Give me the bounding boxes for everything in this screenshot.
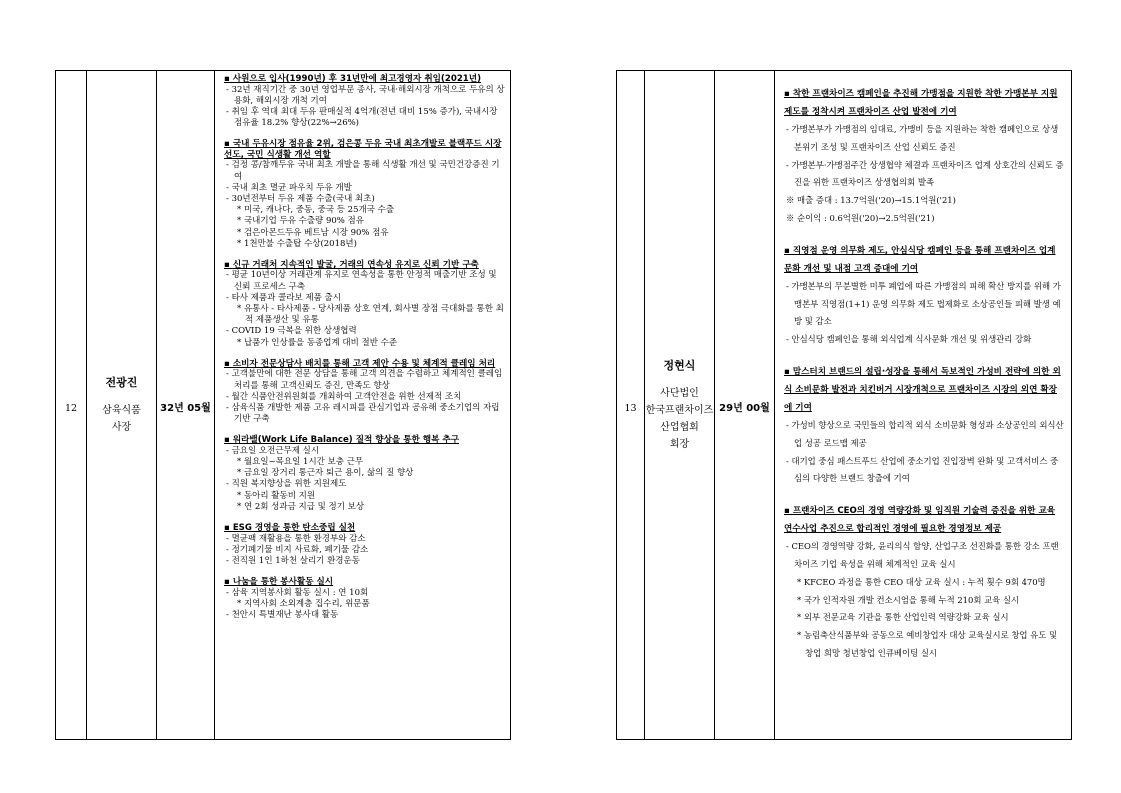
section-heading: ▪ 착한 프랜차이즈 캠페인을 추진해 가맹점을 지원한 착한 가맹본부 지원제도를 정착시켜 프랜차이즈 산업 발전에 기여 [784, 89, 1058, 117]
sub-bullet-line: * 금요일 장거리 통근자 퇴근 용이, 삶의 질 향상 [237, 468, 414, 479]
sub-bullet-line: * 국가 인적자원 개발 컨소시엄을 통해 누적 210회 교육 실시 [797, 594, 1020, 605]
detail-line: - 삼육식품 개발한 제품 고유 레시피를 관심기업과 공유해 중소기업의 자립 기반 구축 [226, 402, 500, 425]
section-heading: ▪ 사원으로 입사(1990년) 후 31년만에 최고경영자 취임(2021년) [224, 74, 482, 84]
sub-bullet-line: * KFCEO 과정을 통한 CEO 대상 교육 실시 : 누적 횟수 9회 470명 [797, 576, 1046, 587]
tenure-cell [715, 71, 775, 740]
achievement-section [221, 577, 506, 621]
person-name: 정현식 [663, 359, 696, 372]
person-cell [87, 71, 157, 740]
sub-bullet-line: * 연 2회 성과금 지급 및 정기 보상 [237, 501, 365, 512]
achievement-section [221, 435, 506, 513]
sub-bullet-line: * 농림축산식품부와 공동으로 예비창업자 대상 교육실시로 창업 유도 및 창업 희망 청년창업 인큐베이팅 실시 [797, 630, 1058, 658]
sub-bullet-line: * 검은아몬드두유 베트남 시장 90% 점유 [237, 227, 389, 238]
detail-line: - 32년 재직기간 중 30년 영업부문 종사, 국내·해외시장 개척으로 두유의 상용화, 해외시장 개척 기여 [226, 84, 505, 106]
detail-line: - 국내 최초 멸균 파우치 두유 개발 [226, 182, 352, 193]
detail-line: - 검정 콩/참깨두유 국내 최초 개발을 통해 식생활 개선 및 국민건강증진 기여 [226, 160, 500, 182]
achievement-section [221, 359, 506, 426]
detail-line: - CEO의 경영역량 강화, 윤리의식 함양, 산업구조 선진화를 통한 강소 프랜차이즈 기업 육성을 위해 체계적인 교육 실시 [786, 541, 1059, 569]
detail-line: ※ 매출 증대 : 13.7억원('20)→15.1억원('21) [786, 195, 956, 206]
achievement-section [221, 139, 506, 250]
achievement-section [781, 502, 1065, 663]
achievement-section [781, 85, 1065, 228]
detail-line: - 멸균팩 재활용을 통한 환경부와 감소 [226, 533, 366, 544]
person-position: 사단법인 한국프랜차이즈 산업협회 회장 [645, 388, 714, 450]
achievements-cell [215, 71, 511, 740]
row-number: 13 [624, 402, 637, 414]
achievement-section [221, 74, 506, 129]
detail-line: - 삼육 지역봉사회 활동 실시 : 연 10회 [226, 587, 369, 598]
record-table-right [616, 70, 1072, 740]
section-heading: ▪ 소비자 전문상담사 배치를 통해 고객 제안 수용 및 체계적 클레임 처리 [224, 358, 496, 369]
detail-line: - 평균 10년이상 거래관계 유지로 연속성을 통한 안정적 매출기반 조성 및 신뢰 프로세스 구축 [226, 270, 497, 292]
detail-line: - 천안시 특별재난 봉사대 활동 [226, 610, 339, 621]
sub-bullet-line: * 월요일~목요일 1시간 보충 근무 [237, 457, 364, 468]
section-heading: ▪ 국내 두유시장 점유율 2위, 검은콩 두유 국내 최초개발로 블랙푸드 시장 선도, 국민 식생활 개선 역할 [224, 139, 502, 160]
person-position: 삼육식품 사장 [102, 405, 141, 433]
sub-bullet-line: * 국내기업 두유 수출량 90% 점유 [237, 216, 364, 227]
tenure-value: 29년 00월 [719, 402, 770, 414]
achievement-section [781, 242, 1065, 349]
detail-line: - 가맹본부가 가맹점의 임대료, 가맹비 등을 지원하는 착한 캠페인으로 상생분위기 조성 및 프랜차이즈 산업 신뢰도 증진 [786, 124, 1059, 152]
sub-bullet-line: * 납품가 인상률을 동종업계 대비 절반 수준 [237, 337, 398, 348]
detail-line: - 전직원 1인 1하천 살리기 환경운동 [226, 556, 360, 566]
sub-bullet-line: * 미국, 캐나다, 중동, 중국 등 25개국 수출 [237, 205, 395, 216]
row-number-cell [617, 71, 645, 740]
section-heading: ▪ 직영점 운영 의무화 제도, 안심식당 캠페인 등을 통해 프랜차이즈 업계 문화 개선 및 내점 고객 증대에 기여 [784, 245, 1056, 274]
detail-line: - 가맹본부·가맹점주간 상생협약 체결과 프랜차이즈 업계 상호간의 신뢰도 증진을 위한 프랜차이즈 상생협의회 발족 [786, 159, 1064, 188]
tenure-cell [157, 71, 215, 740]
detail-line: - 고객불만에 대한 전문 상담을 통해 고객 의견을 수렴하고 체계적인 클레임 처리를 통해 고객신뢰도 증진, 만족도 향상 [226, 369, 503, 391]
sub-bullet-line: * 1천만불 수출탑 수상(2018년) [237, 238, 357, 249]
detail-line: ※ 순이익 : 0.6억원('20)→2.5억원('21) [786, 212, 935, 223]
detail-line: - COVID 19 극복을 위한 상생협력 [226, 326, 357, 337]
section-heading: ▪ 워라밸(Work Life Balance) 질적 향상을 통한 행복 추구 [224, 435, 459, 446]
sub-bullet-line: * 유통사 - 타사제품 - 당사제품 상호 연계, 회사별 장점 극대화를 통한 최적 제품생산 및 유통 [237, 304, 504, 326]
tenure-value: 32년 05월 [160, 402, 211, 414]
row-number-cell [56, 71, 87, 740]
detail-line: - 30년전부터 두유 제품 수출(국내 최초) [226, 193, 375, 204]
detail-line: - 월간 식품안전위원회를 개최하여 고객안전을 위한 선제적 조치 [226, 391, 462, 402]
detail-line: - 취임 후 역대 최대 두유 판매실적 4억개(전년 대비 15% 증가), 국내시장 점유율 18.2% 향상(22%→26%) [226, 106, 498, 129]
detail-line: - 금요일 오전근무제 실시 [226, 445, 320, 456]
achievement-section [221, 523, 506, 567]
section-heading: ▪ 맘스터치 브랜드의 설립·성장을 통해서 독보적인 가성비 전략에 의한 외식 소비문화 발전과 치킨버거 시장개척으로 프랜차이즈 시장의 외연 확장에 기여 [784, 366, 1061, 413]
record-table-left [55, 70, 511, 740]
person-cell [645, 71, 715, 740]
sub-bullet-line: * 동아리 활동비 지원 [237, 490, 316, 501]
person-name: 전광진 [105, 376, 138, 389]
detail-line: - 정기폐기물 비지 사료화, 폐기물 감소 [226, 544, 369, 555]
achievement-section [781, 363, 1065, 488]
detail-line: - 직원 복지향상을 위한 지원제도 [226, 479, 347, 490]
detail-line: - 가성비 향상으로 국민들의 합리적 외식 소비문화 형성과 소상공인의 외식산업 성공 로드맵 제공 [786, 419, 1064, 448]
detail-line: - 가맹본부의 무분별한 미투 폐업에 따른 가맹점의 피해 확산 방지를 위해 가맹본부 직영점(1+1) 운영 의무화 제도 법제화로 소상공인들 피해 발생 예방 및 감소 [786, 280, 1061, 327]
achievements-list [775, 71, 1071, 679]
sub-bullet-line: * 지역사회 소외계층 집수리, 위문품 [237, 598, 370, 609]
section-heading: ▪ ESG 경영을 통한 탄소중립 실천 [224, 523, 356, 534]
detail-line: - 대기업 중심 패스트푸드 산업에 중소기업 진입장벽 완화 및 고객서비스 중심의 다양한 브랜드 창출에 기여 [786, 455, 1059, 484]
section-heading: ▪ 신규 거래처 지속적인 발굴, 거래의 연속성 유지로 신뢰 기반 구축 [224, 259, 479, 270]
section-heading: ▪ 프랜차이즈 CEO의 경영 역량강화 및 임직원 기술력 증진을 위한 교육 연수사업 추진으로 합리적인 경영에 필요한 경영정보 제공 [784, 506, 1056, 535]
achievements-list [215, 71, 510, 623]
achievement-section [221, 260, 506, 349]
sub-bullet-line: * 외부 전문교육 기관을 통한 산업인력 역량강화 교육 실시 [797, 612, 1009, 623]
section-heading: ▪ 나눔을 통한 봉사활동 실시 [224, 577, 334, 588]
achievements-cell [775, 71, 1072, 740]
detail-line: - 타사 제품과 콜라보 제품 출시 [226, 292, 341, 303]
row-number: 12 [64, 402, 78, 414]
detail-line: - 안심식당 캠페인을 통해 외식업계 식사문화 개선 및 위생관리 강화 [786, 334, 1032, 345]
